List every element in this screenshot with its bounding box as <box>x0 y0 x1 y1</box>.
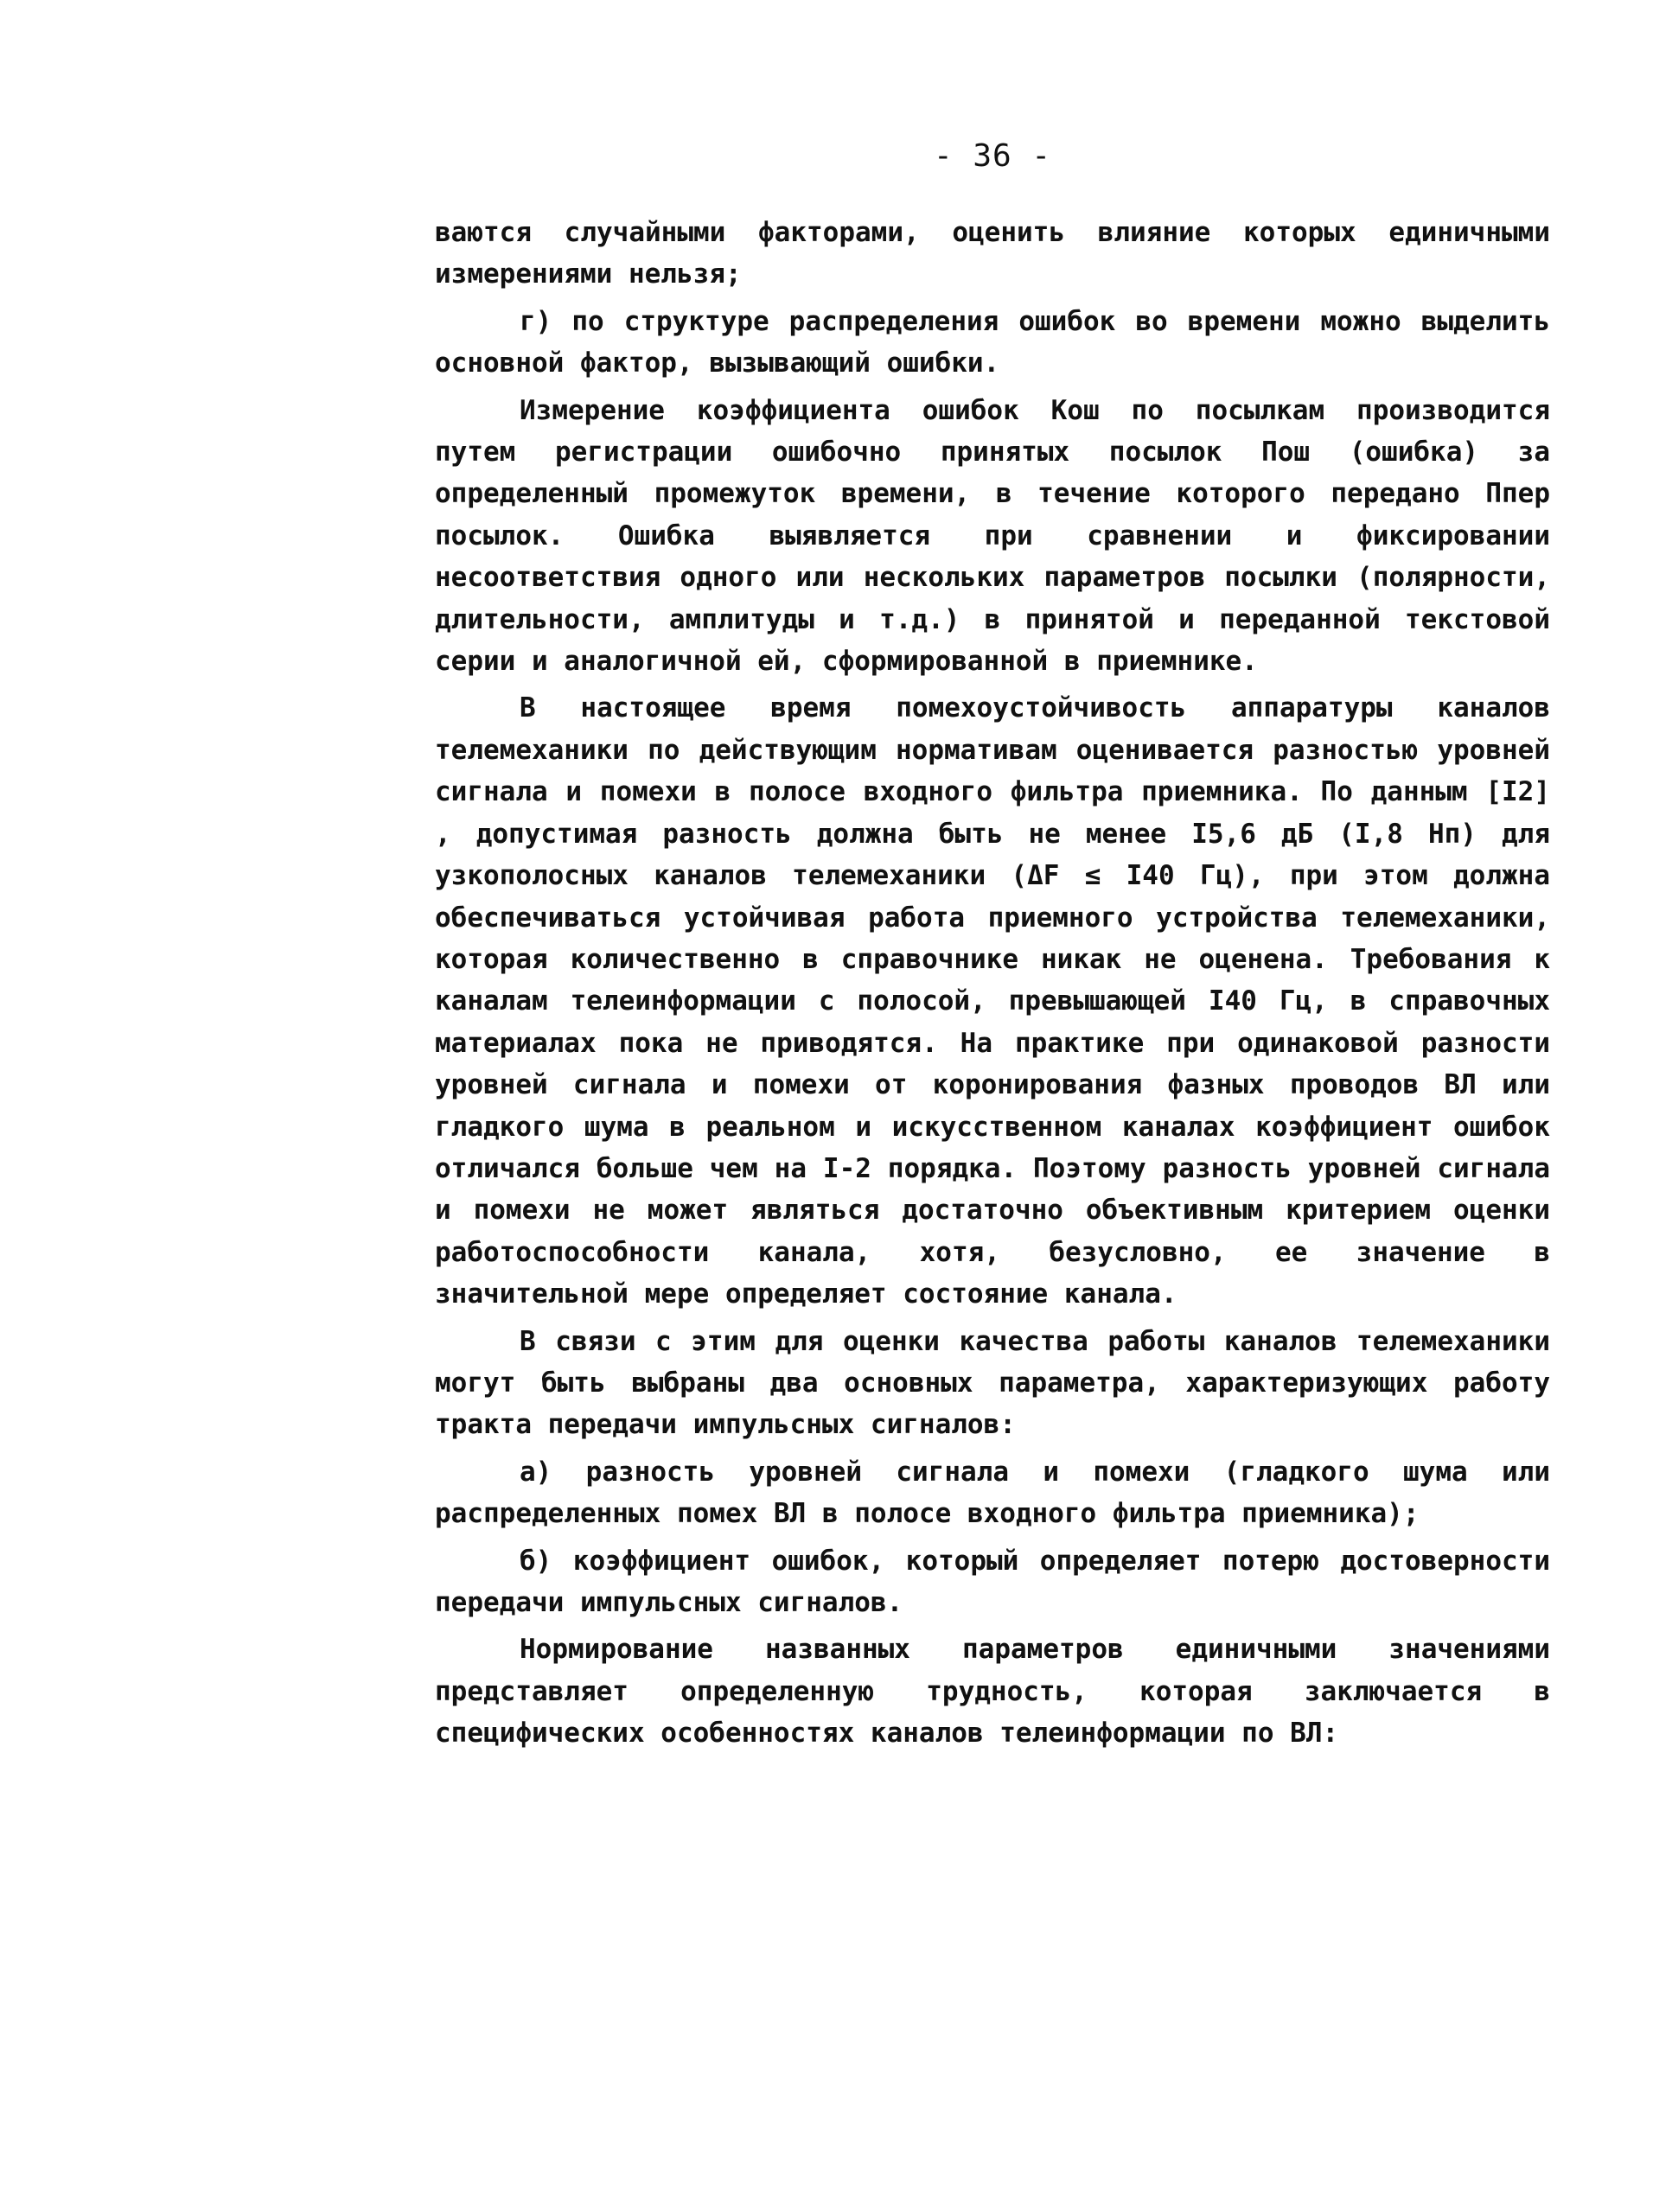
paragraph-5: В связи с этим для оценки качества работы каналов телемеханики могут быть выбраны два основных параметра, характеризующих работу тракта передачи импульсных сигналов: <box>435 1325 1550 1441</box>
document-body <box>435 212 1550 1755</box>
paragraph-1: ваются случайными факторами, оценить влияние которых единичными измерениями нельзя; <box>435 217 1550 290</box>
paragraph-8: Нормирование названных параметров единичными значениями представляет определенную трудность, которая заключается в специфических особенностях каналов телеинформации по ВЛ: <box>435 1634 1550 1750</box>
paragraph-2: г) по структуре распределения ошибок во времени можно выделить основной фактор, вызывающий ошибки. <box>435 305 1550 379</box>
page-number: - 36 - <box>934 138 1052 174</box>
paragraph-4: В настоящее время помехоустойчивость аппаратуры каналов телемеханики по действующим нормативам оценивается разностью уровней сигнала и помехи в полосе входного фильтра приемника. По данным [I2] , допустимая разность должна быть не менее I5,6 дБ (I,8 Нп) для узкополосных каналов телемеханики (ΔF ≤ I40 Гц), при этом должна обеспечиваться устойчивая работа приемного устройства телемеханики, которая количественно в справочнике никак не оценена. Требования к каналам телеинформации с полосой, превышающей I40 Гц, в справочных материалах пока не приводятся. На практике при одинаковой разности уровней сигнала и помехи от коронирования фазных проводов ВЛ или гладкого шума в реальном и искусственном каналах коэффициент ошибок отличался больше чем на I-2 порядка. Поэтому разность уровней сигнала и помехи не может являться достаточно объективным критерием оценки работоспособности канала, хотя, безусловно, ее значение в значительной мере определяет состояние канала. <box>435 692 1550 1310</box>
paragraph-6: а) разность уровней сигнала и помехи (гладкого шума или распределенных помех ВЛ в полосе входного фильтра приемника); <box>435 1456 1550 1530</box>
paragraph-7: б) коэффициент ошибок, который определяет потерю достоверности передачи импульсных сигналов. <box>435 1545 1550 1618</box>
paragraph-3: Измерение коэффициента ошибок Кош по посылкам производится путем регистрации ошибочно принятых посылок Пош (ошибка) за определенный промежуток времени, в течение которого передано Ппер посылок. Ошибка выявляется при сравнении и фиксировании несоответствия одного или нескольких параметров посылки (полярности, длительности, амплитуды и т.д.) в принятой и переданной текстовой серии и аналогичной ей, сформированной в приемнике. <box>435 394 1550 678</box>
